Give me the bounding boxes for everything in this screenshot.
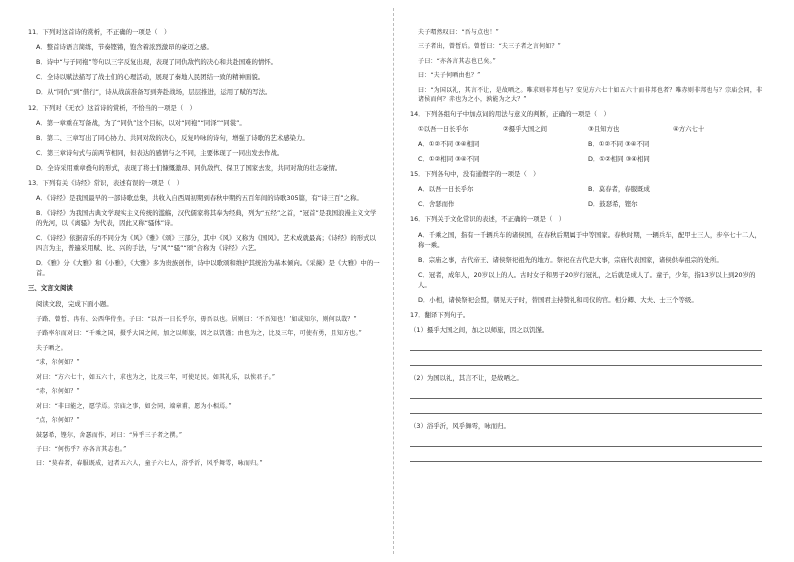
passage-paragraph: 子曰：“何伤乎？亦各言其志也。”: [36, 445, 127, 453]
q13-option-d: D．《雅》分《大雅》和《小雅》，《大雅》多为贵族创作，诗中以歌颂和维护其统治为基本倾向。《采薇》是《大雅》中的一首。: [36, 259, 380, 278]
q15-option-a: A．以吾一日长乎尔: [418, 185, 474, 194]
q14-option-d: D．①②相同 ③④相同: [588, 155, 650, 164]
answer-line[interactable]: [410, 447, 762, 462]
question-16: 16．下列关于文化常识的表述，不正确的一项是（ ）: [410, 215, 566, 224]
translation-prompt: （1）摄乎大国之间，加之以师旅，因之以饥馑。: [410, 325, 549, 334]
passage-paragraph: “赤，尔何如？”: [36, 388, 80, 396]
question-13: 13．下列有关《诗经》常识，表述有误的一项是（ ）: [28, 179, 184, 188]
q13-option-b: B．《诗经》为我国古典文学现实主义传统的滥觞，汉代儒家将其奉为经典，列为“五经”之首，“冠首”是我国浪漫主义文学的先河，以《离骚》为代表，因此又称“骚体”诗。: [36, 209, 377, 228]
q14-sentence-list: [418, 125, 766, 135]
translation-prompt: （2）为国以礼，其言不让，是故哂之。: [410, 373, 523, 382]
q16-option-b: B．宗庙之事，古代帝王、诸侯祭祀祖先的地方。祭祀在古代是大事，宗庙代表国家，诸侯供奉祖宗的处所。: [418, 255, 723, 264]
passage-paragraph: 子路率尔而对曰：“千乘之国，摄乎大国之间，加之以师旅，因之以饥馑；由也为之，比及三年，可使有勇，且知方也。”: [36, 330, 362, 338]
q14-sentence: ③且知方也: [588, 124, 620, 133]
q16-option-c: C．冠者，成年人，20岁以上的人。古时女子和男子20岁行冠礼，之后就是成人了。童子，少年，指13岁以上到20岁的人。: [418, 270, 756, 289]
reading-instructions: 阅读文段，完成下面小题。: [36, 299, 113, 308]
q16-option-a: A．千乘之国，指有一千辆兵车的诸侯国，在春秋后期属于中等国家。春秋时期，一辆兵车，配甲士三人，步卒七十二人，称一乘。: [418, 230, 762, 249]
q15-options-row: [418, 185, 766, 195]
q13-option-a: A．《诗经》是我国最早的一部诗歌总集，共收入自西周初期到春秋中期约五百年间的诗歌305篇，有“诗三百”之称。: [36, 194, 363, 203]
passage-paragraph: 对曰：“非曰能之，愿学焉。宗庙之事，如会同，端章甫，愿为小相焉。”: [36, 402, 232, 410]
left-column: [28, 28, 380, 474]
answer-line[interactable]: [410, 351, 762, 366]
translation-item: [410, 374, 766, 414]
passage-paragraph: 曰：“为国以礼，其言不让，是故哂之。唯求则非邦也与？安见方六七十如五六十而非邦也者？唯赤则非邦也与？宗庙会同，非诸侯而何？赤也为之小，孰能为之大？”: [418, 86, 763, 104]
q14-options-row: [418, 155, 766, 165]
q11-option-c: C．全诗以赋法描写了战士们的心理活动，展现了秦地人民团结一致的精神面貌。: [36, 73, 265, 82]
question-11: 11．下列对这首诗的赏析，不正确的一项是（ ）: [28, 28, 171, 36]
q14-sentence: ①以吾一日长乎尔: [418, 124, 469, 133]
answer-line[interactable]: [410, 336, 762, 351]
translation-item: [410, 422, 766, 462]
q14-sentence: ②摄乎大国之间: [503, 124, 548, 133]
translation-item: [410, 326, 766, 366]
q12-option-a: A．第一章重在写备战，为了“同仇”这个目标，以对“同袍”“同泽”“同裳”。: [36, 118, 246, 127]
translation-prompt: （3）浴乎沂，风乎舞雩，咏而归。: [410, 421, 510, 430]
section-heading-classical-reading: 三、文言文阅读: [28, 284, 73, 293]
answer-line[interactable]: [410, 432, 762, 447]
q14-option-b: B．①②不同 ③④不同: [588, 139, 650, 148]
passage-paragraph: “求，尔何如？”: [36, 359, 80, 367]
passage-paragraph: 子路、曾皙、冉有、公西华侍坐。子曰：“以吾一日长乎尔，毋吾以也。居则曰：‘不吾知也！’如或知尔，则何以哉？”: [36, 315, 357, 323]
question-17: 17．翻译下列句子。: [410, 310, 470, 319]
right-column: [410, 28, 766, 470]
q15-option-c: C．舍瑟而作: [418, 200, 455, 209]
q12-option-c: C．第三章诗句式与前两节相同，但表达的感情与之不同，主要体现了一同出发去作战。: [36, 148, 284, 157]
q15-option-b: B．莫春者，春服既成: [588, 185, 650, 194]
q15-option-d: D．鼓瑟希，铿尔: [588, 200, 638, 209]
answer-line[interactable]: [410, 399, 762, 414]
answer-line[interactable]: [410, 384, 762, 399]
passage-paragraph: 子曰：“亦各言其志也已矣。”: [418, 57, 496, 65]
q14-option-c: C．①②相同 ③④不同: [418, 155, 480, 164]
column-divider: [393, 8, 394, 554]
q13-option-c: C．《诗经》依据音乐的不同分为《风》《雅》《颂》三部分，其中《风》又称为《国风》。艺术成就最高；《诗经》的形式以四言为主，普遍采用赋、比、兴的手法，与“风”“骚”“颂”合称为《诗经》六艺。: [36, 234, 376, 253]
q11-option-b: B．诗中“与子同袍”等句以三字反复出现，表现了同仇敌忾的决心和共赴国难的情怀。: [36, 58, 278, 67]
passage-paragraph: 夫子喟然叹曰：“吾与点也！”: [418, 29, 499, 36]
passage-paragraph: “点，尔何如？”: [36, 417, 80, 425]
passage-paragraph: 曰：“夫子何哂由也？”: [418, 72, 481, 80]
q14-sentence: ④方六七十: [673, 124, 705, 133]
passage-paragraph: 三子者出，曾皙后。曾皙曰：“夫三子者之言何如？”: [418, 43, 561, 51]
q14-options-row: [418, 140, 766, 150]
question-15: 15．下列各句中，没有通假字的一项是（ ）: [410, 170, 540, 179]
passage-paragraph: 曰：“莫春者，春服既成，冠者五六人，童子六七人，浴乎沂，风乎舞雩，咏而归。”: [36, 460, 263, 468]
q11-option-d: D．从“同仇”到“偕行”，诗从战前准备写到奔赴战场，层层推进，运用了赋的写法。: [36, 88, 272, 97]
question-12: 12．下列对《无衣》这首诗的赏析，不恰当的一项是（ ）: [28, 103, 196, 112]
question-14: 14．下列各组句子中加点词的用法与意义的判断，正确的一项是（ ）: [410, 109, 610, 118]
q15-options-row: [418, 200, 766, 210]
q14-option-a: A．①②不同 ③④相同: [418, 139, 480, 148]
passage-paragraph: 鼓瑟希，铿尔，舍瑟而作，对曰：“异乎三子者之撰。”: [36, 431, 183, 439]
q16-option-d: D．小相，诸侯祭祀会盟，朝见天子时，替国君主持赞礼和司仪的官。相分卿、大夫、士三个等级。: [418, 295, 698, 304]
q12-option-b: B．第二、三章写出了同心协力、共同对敌的决心，反复吟咏的诗句，增强了诗歌的艺术感染力。: [36, 133, 309, 142]
passage-paragraph: 夫子哂之。: [36, 344, 68, 352]
q11-option-a: A．整首诗语言简练，节奏铿锵，饱含着浓烈激昂的豪迈之感。: [36, 43, 213, 52]
passage-paragraph: 对曰：“方六七十，如五六十，求也为之，比及三年，可使足民。如其礼乐，以俟君子。”: [36, 373, 276, 381]
q12-option-d: D．全诗采用重章叠句的形式，表现了将士们慷慨激昂、同仇敌忾、保卫了国家去发，共同对敌的壮志豪情。: [36, 163, 342, 172]
